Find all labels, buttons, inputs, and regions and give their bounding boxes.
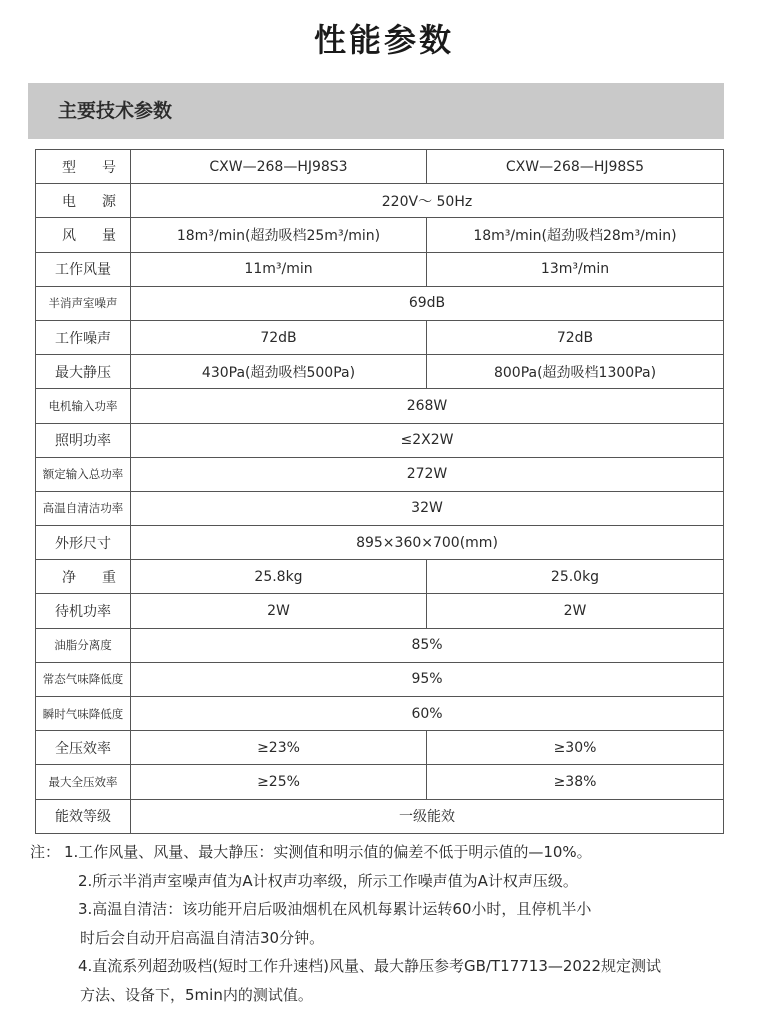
spec-value: CXW—268—HJ98S5 — [427, 150, 724, 184]
spec-label: 最大全压效率 — [36, 765, 131, 799]
spec-value: 69dB — [131, 286, 724, 320]
spec-label: 工作噪声 — [36, 320, 131, 354]
spec-row — [36, 150, 724, 184]
spec-label: 外形尺寸 — [36, 526, 131, 560]
note-line-2: 2.所示半消声室噪声值为A计权声功率级，所示工作噪声值为A计权声压级。 — [30, 867, 750, 896]
spec-label: 全压效率 — [36, 731, 131, 765]
spec-label: 电机输入功率 — [36, 389, 131, 423]
spec-row — [36, 491, 724, 525]
spec-label: 风量 — [36, 218, 131, 252]
spec-row — [36, 697, 724, 731]
spec-row — [36, 594, 724, 628]
spec-row — [36, 560, 724, 594]
spec-label: 型号 — [36, 150, 131, 184]
spec-row — [36, 662, 724, 696]
notes-prefix: 注： — [30, 838, 64, 867]
spec-value: 85% — [131, 628, 724, 662]
spec-value: 25.8kg — [131, 560, 427, 594]
spec-value: ≥25% — [131, 765, 427, 799]
spec-row — [36, 252, 724, 286]
spec-label: 油脂分离度 — [36, 628, 131, 662]
spec-row — [36, 218, 724, 252]
spec-label: 最大静压 — [36, 355, 131, 389]
spec-value: 32W — [131, 491, 724, 525]
spec-row — [36, 355, 724, 389]
spec-value: 72dB — [131, 320, 427, 354]
spec-row — [36, 286, 724, 320]
spec-value: 2W — [427, 594, 724, 628]
spec-value: 268W — [131, 389, 724, 423]
spec-label: 照明功率 — [36, 423, 131, 457]
spec-row — [36, 799, 724, 833]
page-title: 性能参数 — [0, 14, 768, 66]
spec-row — [36, 320, 724, 354]
spec-label: 工作风量 — [36, 252, 131, 286]
spec-value: 18m³/min(超劲吸档28m³/min) — [427, 218, 724, 252]
notes — [30, 838, 750, 1009]
spec-value: 18m³/min(超劲吸档25m³/min) — [131, 218, 427, 252]
spec-row — [36, 628, 724, 662]
spec-label: 能效等级 — [36, 799, 131, 833]
spec-row — [36, 526, 724, 560]
spec-value: 60% — [131, 697, 724, 731]
spec-value: 800Pa(超劲吸档1300Pa) — [427, 355, 724, 389]
spec-row — [36, 731, 724, 765]
section-title: 主要技术参数 — [58, 83, 172, 139]
spec-table — [35, 149, 724, 834]
spec-label: 待机功率 — [36, 594, 131, 628]
spec-value: ≥23% — [131, 731, 427, 765]
section-header — [28, 83, 724, 139]
spec-label: 瞬时气味降低度 — [36, 697, 131, 731]
spec-value: 一级能效 — [131, 799, 724, 833]
spec-label: 净重 — [36, 560, 131, 594]
spec-value: ≥38% — [427, 765, 724, 799]
spec-value: ≤2X2W — [131, 423, 724, 457]
spec-value: 72dB — [427, 320, 724, 354]
spec-value: CXW—268—HJ98S3 — [131, 150, 427, 184]
note-line-3: 3.高温自清洁：该功能开启后吸油烟机在风机每累计运转60小时，且停机半小 — [30, 895, 750, 924]
spec-row — [36, 184, 724, 218]
spec-label: 额定输入总功率 — [36, 457, 131, 491]
note-line-4: 4.直流系列超劲吸档(短时工作升速档)风量、最大静压参考GB/T17713—2022规定测试 — [30, 952, 750, 981]
spec-value: 430Pa(超劲吸档500Pa) — [131, 355, 427, 389]
spec-label: 电源 — [36, 184, 131, 218]
spec-label: 半消声室噪声 — [36, 286, 131, 320]
spec-value: 11m³/min — [131, 252, 427, 286]
spec-label: 高温自清洁功率 — [36, 491, 131, 525]
spec-value: 220V～ 50Hz — [131, 184, 724, 218]
spec-value: 895×360×700(mm) — [131, 526, 724, 560]
spec-label: 常态气味降低度 — [36, 662, 131, 696]
spec-row — [36, 765, 724, 799]
spec-value: 25.0kg — [427, 560, 724, 594]
note-line-1: 注： 1.工作风量、风量、最大静压：实测值和明示值的偏差不低于明示值的—10%。 — [30, 838, 750, 867]
note-line-4-cont: 方法、设备下，5min内的测试值。 — [30, 981, 750, 1009]
spec-row — [36, 457, 724, 491]
spec-value: 13m³/min — [427, 252, 724, 286]
note-line-3-cont: 时后会自动开启高温自清洁30分钟。 — [30, 924, 750, 953]
spec-value: ≥30% — [427, 731, 724, 765]
spec-row — [36, 389, 724, 423]
spec-value: 95% — [131, 662, 724, 696]
spec-value: 272W — [131, 457, 724, 491]
spec-row — [36, 423, 724, 457]
spec-value: 2W — [131, 594, 427, 628]
